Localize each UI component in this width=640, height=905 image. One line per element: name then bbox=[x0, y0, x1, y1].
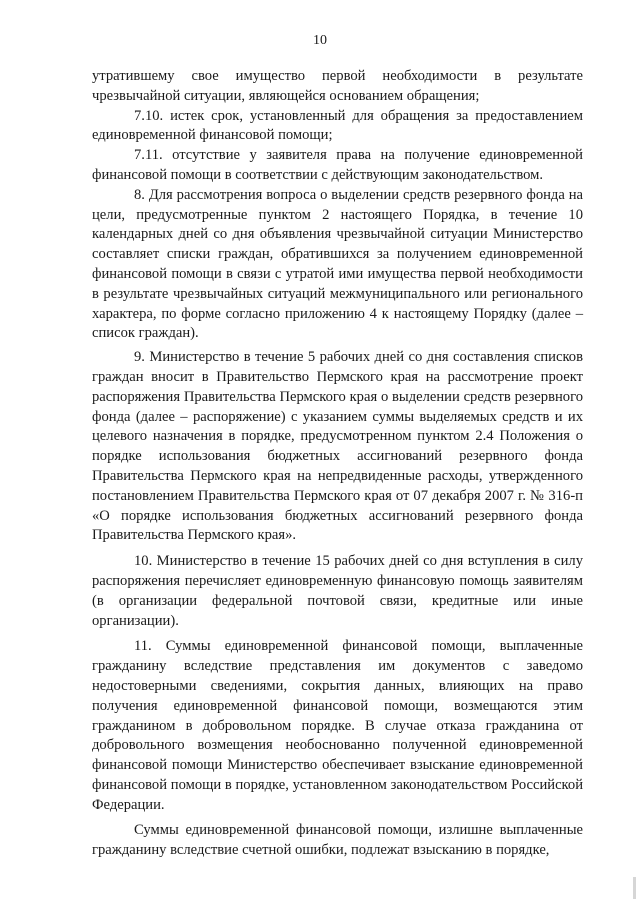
paragraph-9: 9. Министерство в течение 5 рабочих дней со дня составления списков граждан вносит в Правительство Пермского края на рассмотрение проект распоряжения Правительства Пермского края о выделении средств резервного фонда (далее – распоряжение) с указанием суммы выделяемых средств и их целевого назначения в порядке, предусмотренном пунктом 2.4 Положения о порядке использования бюджетных ассигнований резервного фонда Правительства Пермского края на непредвиденные расходы, утвержденного постановлением Правительства Пермского края от 07 декабря 2007 г. № 316-п «О порядке использования бюджетных ассигнований резервного фонда Правительства Пермского края». bbox=[92, 349, 583, 544]
paragraph-7-11: 7.11. отсутствие у заявителя права на получение единовременной финансовой помощи в соответствии с действующим законодательством. bbox=[92, 147, 583, 183]
paragraph-8: 8. Для рассмотрения вопроса о выделении средств резервного фонда на цели, предусмотренные пунктом 2 настоящего Порядка, в течение 10 календарных дней со дня объявления чрезвычайной ситуации Министерство составляет списки граждан, обратившихся за получением единовременной финансовой помощи в связи с утратой ими имущества первой необходимости в результате чрезвычайных ситуаций межмуниципального или регионального характера, по форме согласно приложению 4 к настоящему Порядку (далее – список граждан). bbox=[92, 186, 583, 342]
scan-edge-mark bbox=[633, 877, 636, 899]
document-body bbox=[92, 67, 583, 861]
paragraph-continuation: утратившему свое имущество первой необходимости в результате чрезвычайной ситуации, являющейся основанием обращения; bbox=[92, 68, 583, 104]
paragraph-11: 11. Суммы единовременной финансовой помощи, выплаченные гражданину вследствие представления им документов с заведомо недостоверными сведениями, сокрытия данных, влияющих на право получения единовременной финансовой помощи, возмещаются этим гражданином в добровольном порядке. В случае отказа гражданина от добровольного возмещения необоснованно полученной единовременной финансовой помощи Министерство обеспечивает взыскание единовременной финансовой помощи в порядке, установленном законодательством Российской Федерации. bbox=[92, 638, 583, 813]
paragraph-overpayment: Суммы единовременной финансовой помощи, излишне выплаченные гражданину вследствие счетной ошибки, подлежат взысканию в порядке, bbox=[92, 822, 583, 859]
paragraph-7-10: 7.10. истек срок, установленный для обращения за предоставлением единовременной финансовой помощи; bbox=[92, 107, 583, 144]
paragraph-10: 10. Министерство в течение 15 рабочих дней со дня вступления в силу распоряжения перечисляет единовременную финансовую помощь заявителям (в организации федеральной почтовой связи, кредитные или иные организации). bbox=[92, 553, 583, 629]
page-number: 10 bbox=[313, 33, 327, 48]
